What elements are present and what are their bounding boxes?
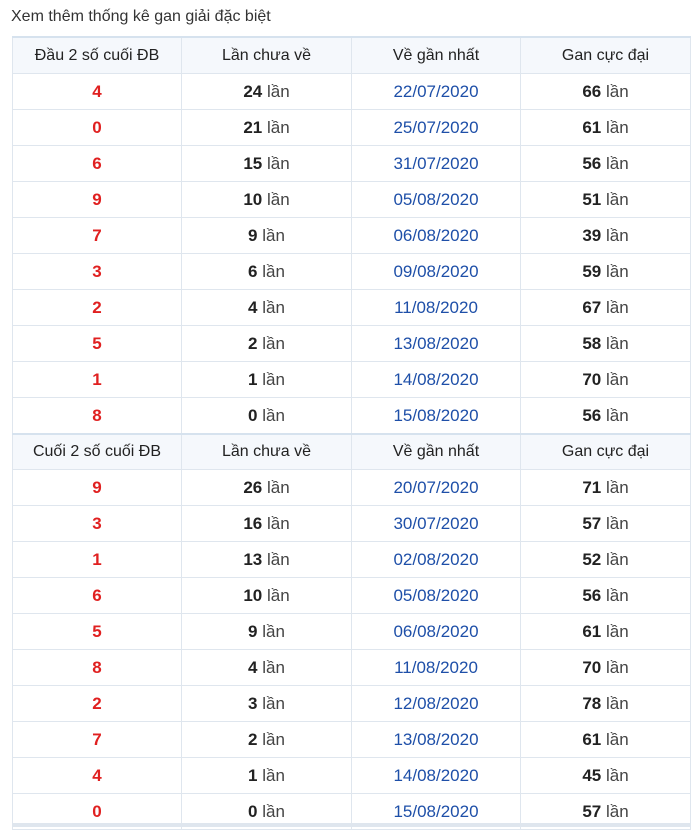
column-header: Cuối 2 số cuối ĐB — [13, 434, 182, 470]
unit-label: lần — [605, 585, 629, 605]
max-gap-value: 61 — [582, 117, 602, 137]
times-value: 0 — [248, 801, 258, 821]
number-cell: 6 — [13, 578, 182, 614]
number-cell: 1 — [13, 542, 182, 578]
table-row — [13, 398, 691, 435]
unit-label: lần — [605, 369, 629, 389]
unit-label: lần — [605, 297, 629, 317]
unit-label: lần — [605, 225, 629, 245]
times-value: 2 — [248, 333, 258, 353]
max-gap-cell — [521, 578, 691, 614]
times-value: 15 — [243, 153, 263, 173]
max-gap-value: 57 — [582, 513, 602, 533]
unit-label: lần — [605, 189, 629, 209]
number-cell: 0 — [13, 794, 182, 830]
max-gap-value: 67 — [582, 297, 602, 317]
times-value: 10 — [243, 585, 263, 605]
last-appeared-date-cell: 25/07/2020 — [352, 110, 521, 146]
number-cell: 4 — [13, 74, 182, 110]
last-appeared-date-cell: 05/08/2020 — [352, 182, 521, 218]
unit-label: lần — [262, 333, 285, 353]
unit-label: lần — [266, 477, 290, 497]
times-not-appeared-cell — [182, 650, 352, 686]
table-row — [13, 650, 691, 686]
max-gap-value: 51 — [582, 189, 602, 209]
unit-label: lần — [605, 621, 629, 641]
table-row — [13, 470, 691, 506]
page-title[interactable]: Xem thêm thống kê gan giải đặc biệt — [11, 8, 271, 25]
number-cell: 6 — [13, 146, 182, 182]
unit-label: lần — [262, 261, 285, 281]
table-row — [13, 254, 691, 290]
unit-label: lần — [266, 117, 290, 137]
number-cell: 3 — [13, 254, 182, 290]
max-gap-cell — [521, 506, 691, 542]
column-header: Lần chưa về — [182, 434, 352, 470]
unit-label: lần — [266, 153, 290, 173]
max-gap-cell — [521, 74, 691, 110]
gan-stats-table — [12, 36, 691, 830]
column-header: Gan cực đại — [521, 434, 691, 470]
times-not-appeared-cell — [182, 290, 352, 326]
column-header: Lần chưa về — [182, 37, 352, 74]
table-row — [13, 614, 691, 650]
max-gap-value: 70 — [582, 369, 602, 389]
table-header-row — [13, 434, 691, 470]
number-cell: 9 — [13, 470, 182, 506]
table-row — [13, 326, 691, 362]
table-body — [13, 37, 691, 830]
times-value: 4 — [248, 657, 258, 677]
times-value: 4 — [248, 297, 258, 317]
max-gap-value: 56 — [582, 153, 602, 173]
times-value: 21 — [243, 117, 263, 137]
unit-label: lần — [262, 225, 285, 245]
unit-label: lần — [605, 261, 629, 281]
table-row — [13, 578, 691, 614]
table-row — [13, 182, 691, 218]
number-cell: 9 — [13, 182, 182, 218]
unit-label: lần — [262, 693, 285, 713]
times-not-appeared-cell — [182, 182, 352, 218]
times-value: 24 — [243, 81, 263, 101]
unit-label: lần — [262, 405, 285, 425]
max-gap-value: 56 — [582, 405, 602, 425]
max-gap-cell — [521, 110, 691, 146]
unit-label: lần — [262, 621, 285, 641]
max-gap-cell — [521, 254, 691, 290]
unit-label: lần — [262, 801, 285, 821]
column-header: Gan cực đại — [521, 37, 691, 74]
table-row — [13, 506, 691, 542]
max-gap-cell — [521, 722, 691, 758]
times-value: 9 — [248, 621, 258, 641]
times-value: 3 — [248, 693, 258, 713]
max-gap-value: 56 — [582, 585, 602, 605]
times-value: 1 — [248, 369, 258, 389]
unit-label: lần — [605, 153, 629, 173]
max-gap-value: 58 — [582, 333, 602, 353]
column-header: Đầu 2 số cuối ĐB — [13, 37, 182, 74]
last-appeared-date-cell: 06/08/2020 — [352, 218, 521, 254]
max-gap-value: 57 — [582, 801, 602, 821]
max-gap-value: 59 — [582, 261, 602, 281]
last-appeared-date-cell: 05/08/2020 — [352, 578, 521, 614]
last-appeared-date-cell: 30/07/2020 — [352, 506, 521, 542]
times-not-appeared-cell — [182, 146, 352, 182]
max-gap-value: 52 — [582, 549, 602, 569]
times-value: 1 — [248, 765, 258, 785]
last-appeared-date-cell: 11/08/2020 — [352, 290, 521, 326]
times-value: 16 — [243, 513, 263, 533]
times-not-appeared-cell — [182, 254, 352, 290]
times-not-appeared-cell — [182, 542, 352, 578]
table-row — [13, 686, 691, 722]
table-header-row — [13, 37, 691, 74]
table-row — [13, 290, 691, 326]
times-not-appeared-cell — [182, 686, 352, 722]
unit-label: lần — [266, 513, 290, 533]
unit-label: lần — [266, 585, 290, 605]
table-bottom-border — [12, 823, 690, 827]
unit-label: lần — [605, 549, 629, 569]
times-value: 2 — [248, 729, 258, 749]
number-cell: 8 — [13, 650, 182, 686]
max-gap-value: 61 — [582, 729, 602, 749]
times-value: 10 — [243, 189, 263, 209]
max-gap-cell — [521, 362, 691, 398]
max-gap-value: 66 — [582, 81, 602, 101]
last-appeared-date-cell: 14/08/2020 — [352, 362, 521, 398]
last-appeared-date-cell: 02/08/2020 — [352, 542, 521, 578]
last-appeared-date-cell: 22/07/2020 — [352, 74, 521, 110]
times-not-appeared-cell — [182, 758, 352, 794]
unit-label: lần — [262, 369, 285, 389]
unit-label: lần — [605, 477, 629, 497]
max-gap-value: 39 — [582, 225, 602, 245]
number-cell: 0 — [13, 110, 182, 146]
times-value: 13 — [243, 549, 263, 569]
number-cell: 5 — [13, 614, 182, 650]
last-appeared-date-cell: 13/08/2020 — [352, 326, 521, 362]
last-appeared-date-cell: 14/08/2020 — [352, 758, 521, 794]
times-not-appeared-cell — [182, 722, 352, 758]
max-gap-cell — [521, 146, 691, 182]
last-appeared-date-cell: 15/08/2020 — [352, 794, 521, 830]
times-not-appeared-cell — [182, 506, 352, 542]
max-gap-cell — [521, 290, 691, 326]
unit-label: lần — [605, 513, 629, 533]
times-not-appeared-cell — [182, 110, 352, 146]
unit-label: lần — [262, 729, 285, 749]
last-appeared-date-cell: 15/08/2020 — [352, 398, 521, 435]
times-not-appeared-cell — [182, 398, 352, 435]
unit-label: lần — [262, 765, 285, 785]
times-not-appeared-cell — [182, 326, 352, 362]
number-cell: 5 — [13, 326, 182, 362]
max-gap-cell — [521, 326, 691, 362]
times-not-appeared-cell — [182, 362, 352, 398]
max-gap-value: 45 — [582, 765, 602, 785]
times-value: 6 — [248, 261, 258, 281]
number-cell: 4 — [13, 758, 182, 794]
table-row — [13, 722, 691, 758]
max-gap-value: 61 — [582, 621, 602, 641]
number-cell: 2 — [13, 290, 182, 326]
unit-label: lần — [605, 765, 629, 785]
max-gap-cell — [521, 686, 691, 722]
last-appeared-date-cell: 13/08/2020 — [352, 722, 521, 758]
table-row — [13, 362, 691, 398]
max-gap-cell — [521, 614, 691, 650]
table-row — [13, 146, 691, 182]
last-appeared-date-cell: 12/08/2020 — [352, 686, 521, 722]
times-not-appeared-cell — [182, 614, 352, 650]
unit-label: lần — [266, 189, 290, 209]
max-gap-cell — [521, 182, 691, 218]
times-value: 26 — [243, 477, 263, 497]
max-gap-cell — [521, 650, 691, 686]
table-row — [13, 218, 691, 254]
max-gap-cell — [521, 470, 691, 506]
number-cell: 2 — [13, 686, 182, 722]
times-not-appeared-cell — [182, 470, 352, 506]
number-cell: 1 — [13, 362, 182, 398]
max-gap-cell — [521, 542, 691, 578]
number-cell: 3 — [13, 506, 182, 542]
max-gap-value: 78 — [582, 693, 602, 713]
number-cell: 7 — [13, 722, 182, 758]
unit-label: lần — [605, 729, 629, 749]
unit-label: lần — [605, 81, 629, 101]
unit-label: lần — [605, 117, 629, 137]
unit-label: lần — [262, 657, 285, 677]
unit-label: lần — [605, 693, 629, 713]
last-appeared-date-cell: 20/07/2020 — [352, 470, 521, 506]
times-not-appeared-cell — [182, 218, 352, 254]
times-not-appeared-cell — [182, 74, 352, 110]
times-not-appeared-cell — [182, 578, 352, 614]
max-gap-value: 70 — [582, 657, 602, 677]
unit-label: lần — [605, 333, 629, 353]
max-gap-cell — [521, 758, 691, 794]
table-row — [13, 542, 691, 578]
number-cell: 8 — [13, 398, 182, 435]
last-appeared-date-cell: 06/08/2020 — [352, 614, 521, 650]
unit-label: lần — [605, 657, 629, 677]
unit-label: lần — [266, 81, 290, 101]
max-gap-value: 71 — [582, 477, 602, 497]
table-row — [13, 110, 691, 146]
unit-label: lần — [605, 801, 629, 821]
last-appeared-date-cell: 11/08/2020 — [352, 650, 521, 686]
unit-label: lần — [262, 297, 285, 317]
max-gap-cell — [521, 218, 691, 254]
times-value: 0 — [248, 405, 258, 425]
last-appeared-date-cell: 09/08/2020 — [352, 254, 521, 290]
column-header: Về gần nhất — [352, 37, 521, 74]
max-gap-cell — [521, 398, 691, 435]
table-row — [13, 758, 691, 794]
last-appeared-date-cell: 31/07/2020 — [352, 146, 521, 182]
table-row — [13, 74, 691, 110]
unit-label: lần — [266, 549, 290, 569]
number-cell: 7 — [13, 218, 182, 254]
times-value: 9 — [248, 225, 258, 245]
column-header: Về gần nhất — [352, 434, 521, 470]
unit-label: lần — [605, 405, 629, 425]
